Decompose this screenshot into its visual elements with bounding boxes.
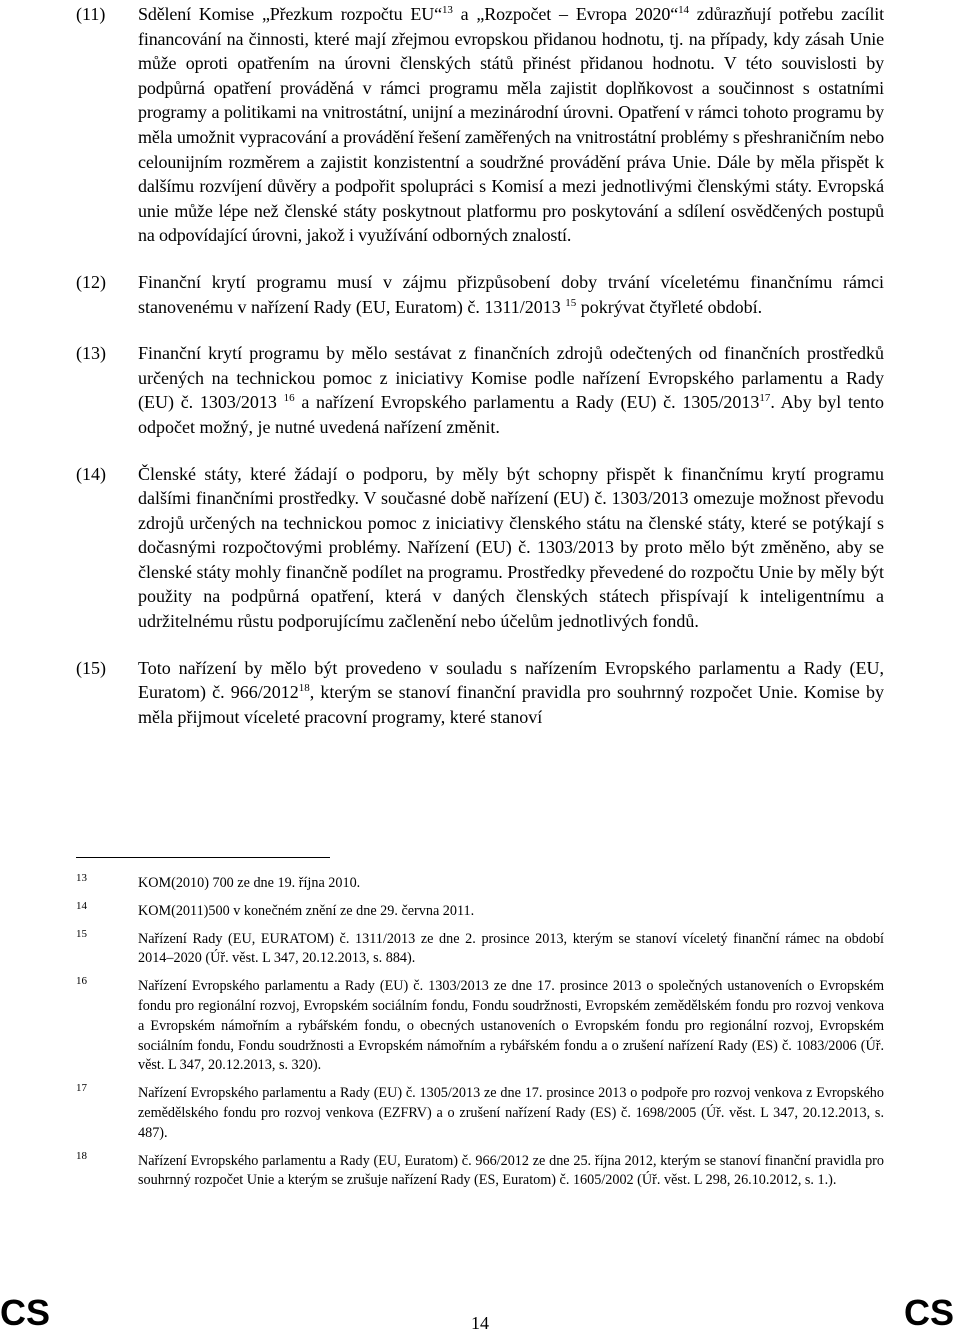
footnote-text: Nařízení Evropského parlamentu a Rady (EU, Euratom) č. 966/2012 ze dne 25. října 2012, kterým se stanoví finanční pravidla pro souhrnný rozpočet Unie a kterým se zrušuje nařízení Rady (ES, Euratom) č. 1605/2002 (Úř. věst. L 298, 26.10.2012, s. 1.). bbox=[138, 1152, 884, 1189]
recital-text-part: a „Rozpočet – Evropa 2020“ bbox=[452, 4, 679, 24]
recital-text-part: Finanční krytí programu musí v zájmu přizpůsobení doby trvání víceletému finančnímu rámci stanovenému v nařízení Rady (EU, Euratom) č. 1311/2013 bbox=[138, 271, 884, 317]
footnote-13 bbox=[76, 874, 884, 894]
page-number: 14 bbox=[471, 1313, 489, 1333]
recital-text-part: zdůrazňují potřebu zacílit financování na činnosti, které mají zřejmou evropskou přidanou hodnotu, tj. na případy, kdy zásah Unie může oproti opatřením na úrovni členských států přinést přidanou hodnotu. V této souvislosti by podpůrná opatření prováděná v rámci programu měla zajistit doplňkovost a součinnost s ostatními programy a politikami na vnitrostátní, unijní a mezinárodní úrovni. Opatření v rámci tohoto programu by měla umožnit vypracování a provádění řešení zaměřených na vnitrostátní problémy s přeshraničním nebo celounijním rozměrem a zajistit konzistentní a soudržné provádění práva Unie. Dále by měla přispět k dalšímu rozvíjení důvěry a podpořit spolupráci s Komisí a mezi jednotlivými členskými státy. Evropská unie může lépe než členské státy poskytnout platformu pro poskytování a sdílení osvědčených postupů na odpovídající úrovni, jakož i využívání odborných znalostí. bbox=[138, 4, 884, 246]
footnote-text: Nařízení Evropského parlamentu a Rady (EU) č. 1303/2013 ze dne 17. prosince 2013 o společných ustanoveních o Evropském fondu pro regionální rozvoj, Evropském sociálním fondu, Fondu soudržnosti, Evropském zemědělském fondu pro rozvoj venkova a Evropském námořním a rybářském fondu, o obecných ustanoveních o Evropském fondu pro regionální rozvoj, Evropském sociálním fondu, Fondu soudržnosti a Evropském námořním a rybářském fondu a o zrušení nařízení Rady (ES) č. 1083/2006 (Úř. věst. L 347, 20.12.2013, s. 320). bbox=[138, 978, 884, 1074]
recital-14 bbox=[76, 462, 884, 634]
footnote-15 bbox=[76, 927, 884, 970]
footnote-number: 15 bbox=[76, 927, 87, 940]
recital-text-part: Členské státy, které žádají o podporu, by měly být schopny přispět k finančnímu krytí programu dalšími finančními prostředky. V současné době nařízení (EU) č. 1303/2013 omezuje možnost převodu zdrojů určených na technickou pomoc z iniciativy členského státu na členské státy, které se potýkají s dočasnými rozpočtovými problémy. Nařízení (EU) č. 1303/2013 by proto mělo být změněno, aby se členské státy mohly finančně podílet na programu. Prostředky převedené do rozpočtu Unie by měly být použity na podpůrná opatření, která v daných členských státech přispívají k inteligentnímu a udržitelnému růstu podporujícímu začlenění nebo účelům jednotlivých fondů. bbox=[138, 463, 884, 632]
recital-text bbox=[138, 341, 884, 439]
footnote-text: Nařízení Evropského parlamentu a Rady (EU) č. 1305/2013 ze dne 17. prosince 2013 o podpoře pro rozvoj venkova z Evropského zemědělského fondu pro rozvoj venkova (EZFRV) a o zrušení nařízení Rady (ES) č. 1698/2005 (Úř. věst. L 347, 20.12.2013, s. 487). bbox=[138, 1085, 884, 1141]
footnote-reference: 16 bbox=[283, 392, 295, 405]
recital-number: (15) bbox=[76, 657, 106, 678]
recital-11 bbox=[76, 2, 884, 248]
footnote-14 bbox=[76, 899, 884, 922]
recital-number: (13) bbox=[76, 343, 106, 364]
recital-text-part: Sdělení Komise „Přezkum rozpočtu EU“ bbox=[138, 4, 442, 24]
footnotes-list bbox=[76, 874, 884, 1199]
footnote-text: KOM(2010) 700 ze dne 19. října 2010. bbox=[138, 875, 361, 891]
recital-12 bbox=[76, 270, 884, 319]
recital-text bbox=[138, 656, 884, 730]
language-code-right: CS bbox=[903, 1292, 954, 1333]
footnote-reference: 13 bbox=[441, 4, 453, 16]
recital-text-part: . Aby byl tento odpočet možný, je nutné uvedená nařízení změnit. bbox=[138, 392, 885, 437]
footnote-16 bbox=[76, 977, 884, 1076]
footnote-17 bbox=[76, 1084, 884, 1143]
language-code-left: CS bbox=[0, 1292, 51, 1333]
footnote-reference: 18 bbox=[298, 682, 310, 695]
recitals-list bbox=[76, 2, 884, 751]
recital-text-part: , kterým se stanoví finanční pravidla pro souhrnný rozpočet Unie. Komise by měla přijmout víceleté pracovní programy, které stanoví bbox=[138, 682, 885, 727]
recital-text-part: Toto nařízení by mělo být provedeno v souladu s nařízením Evropského parlamentu a Rady (EU, Euratom) č. 966/2012 bbox=[138, 657, 884, 703]
footnote-reference: 14 bbox=[678, 4, 689, 16]
recital-text bbox=[138, 270, 884, 319]
footnote-reference: 15 bbox=[565, 296, 577, 309]
recital-text bbox=[138, 462, 884, 634]
recital-13 bbox=[76, 341, 884, 439]
recital-number: (11) bbox=[76, 4, 106, 24]
footnote-reference: 17 bbox=[759, 392, 771, 405]
recital-text-part: pokrývat čtyřleté období. bbox=[576, 296, 763, 317]
footnote-number: 18 bbox=[76, 1149, 87, 1162]
footnote-separator bbox=[76, 857, 330, 858]
recital-number: (12) bbox=[76, 271, 106, 292]
recital-15 bbox=[76, 656, 884, 730]
recital-number: (14) bbox=[76, 463, 106, 484]
footnote-number: 17 bbox=[76, 1082, 87, 1095]
footnote-number: 13 bbox=[76, 872, 87, 884]
recital-text bbox=[138, 2, 884, 248]
footnote-text: Nařízení Rady (EU, EURATOM) č. 1311/2013 ze dne 2. prosince 2013, kterým se stanoví víceletý finanční rámec na období 2014–2020 (Úř. věst. L 347, 20.12.2013, s. 884). bbox=[138, 930, 884, 967]
recital-text-part: a nařízení Evropského parlamentu a Rady (EU) č. 1305/2013 bbox=[294, 392, 760, 413]
footnote-number: 16 bbox=[76, 975, 87, 988]
recital-text-part: Finanční krytí programu by mělo sestávat z finančních zdrojů odečtených od finančních prostředků určených na technickou pomoc z iniciativy Komise podle nařízení Evropského parlamentu a Rady (EU) č. 1303/2013 bbox=[138, 343, 884, 413]
footnote-18 bbox=[76, 1149, 884, 1192]
footnote-text: KOM(2011)500 v konečném znění ze dne 29. června 2011. bbox=[138, 902, 475, 919]
footnote-number: 14 bbox=[76, 899, 87, 912]
